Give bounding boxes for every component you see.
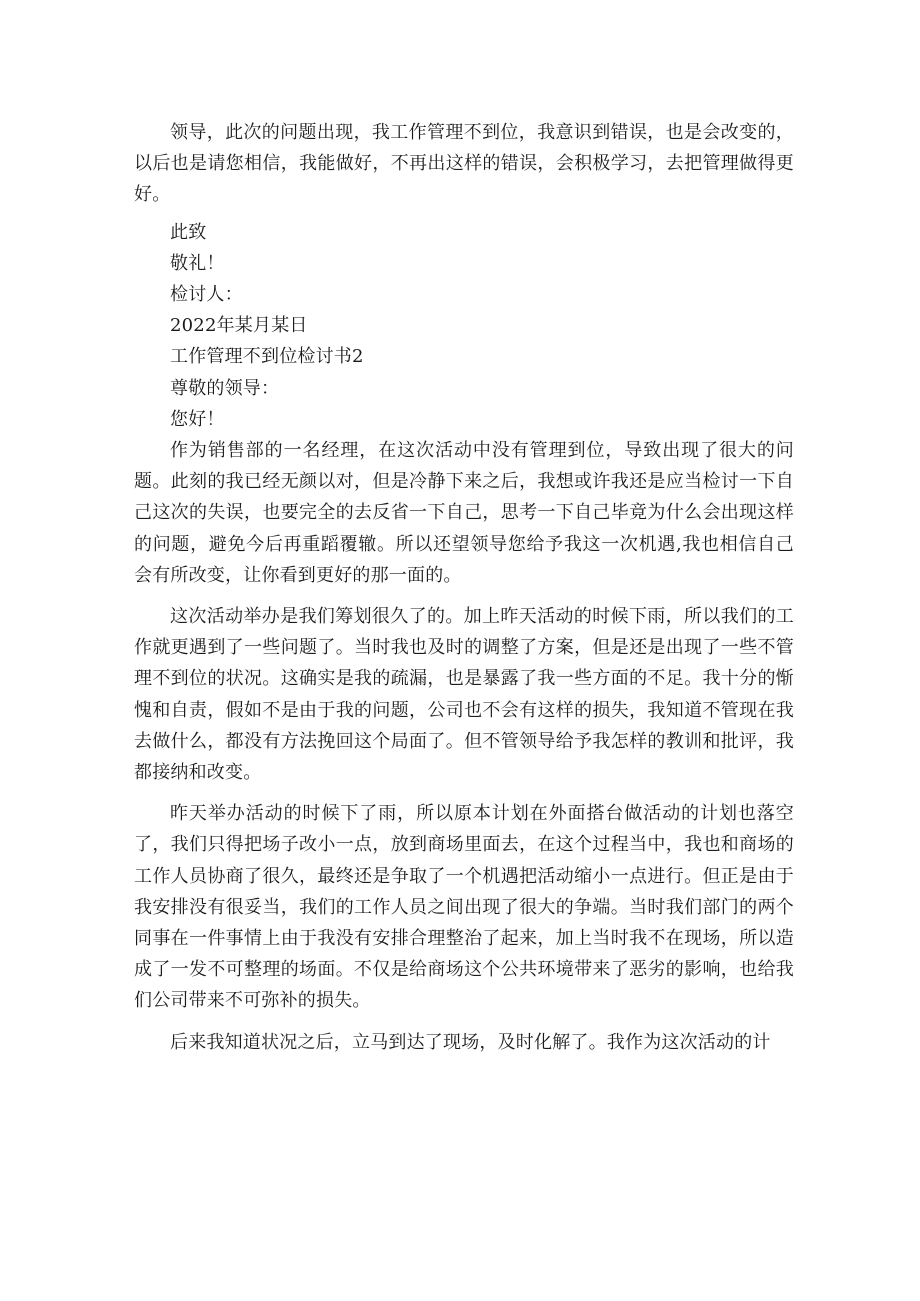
closing-regards: 敬礼！ <box>170 252 225 274</box>
paragraph-aftermath: 后来我知道状况之后，立马到达了现场，及时化解了。我作为这次活动的计 <box>170 1031 771 1053</box>
date-line: 2022年某月某日 <box>170 315 308 337</box>
paragraph-intro: 作为销售部的一名经理，在这次活动中没有管理到位，导致出现了很大的问题。此刻的我已经无颜以对，但是冷静下来之后，我想或许我还是应当检讨一下自己这次的失误，也要完全的去反省一下自己，思考一下自己毕竟为什么会出现这样的问题，避免今后再重蹈覆辙。所以还望领导您给予我这一次机遇,我也相信自己会有所改变，让你看到更好的那一面的。 <box>134 440 794 586</box>
signer-label: 检讨人： <box>170 284 243 306</box>
closing-salutation: 此致 <box>170 221 207 243</box>
paragraph-apology-closing: 领导，此次的问题出现，我工作管理不到位，我意识到错误，也是会改变的，以后也是请您相信，我能做好，不再出这样的错误，会积极学习，去把管理做得更好。 <box>134 122 794 206</box>
section-title: 工作管理不到位检讨书2 <box>170 346 364 368</box>
paragraph-event-planning: 这次活动举办是我们筹划很久了的。加上昨天活动的时候下雨，所以我们的工作就更遇到了一些问题了。当时我也及时的调整了方案，但是还是出现了一些不管理不到位的状况。这确实是我的疏漏，也是暴露了我一些方面的不足。我十分的惭愧和自责，假如不是由于我的问题，公司也不会有这样的损失，我知道不管现在我去做什么，都没有方法挽回这个局面了。但不管领导给予我怎样的教训和批评，我都接纳和改变。 <box>134 606 794 784</box>
paragraph-rain-incident: 昨天举办活动的时候下了雨，所以原本计划在外面搭台做活动的计划也落空了，我们只得把场子改小一点，放到商场里面去，在这个过程当中，我也和商场的工作人员协商了很久，最终还是争取了一个机遇把活动缩小一点进行。但正是由于我安排没有很妥当，我们的工作人员之间出现了很大的争端。当时我们部门的两个同事在一件事情上由于我没有安排合理整治了起来，加上当时我不在现场，所以造成了一发不可整理的场面。不仅是给商场这个公共环境带来了恶劣的影响，也给我们公司带来不可弥补的损失。 <box>134 803 794 1012</box>
greeting-hello: 您好！ <box>170 408 225 430</box>
document-body <box>134 117 794 1058</box>
greeting-recipient: 尊敬的领导： <box>170 377 280 399</box>
